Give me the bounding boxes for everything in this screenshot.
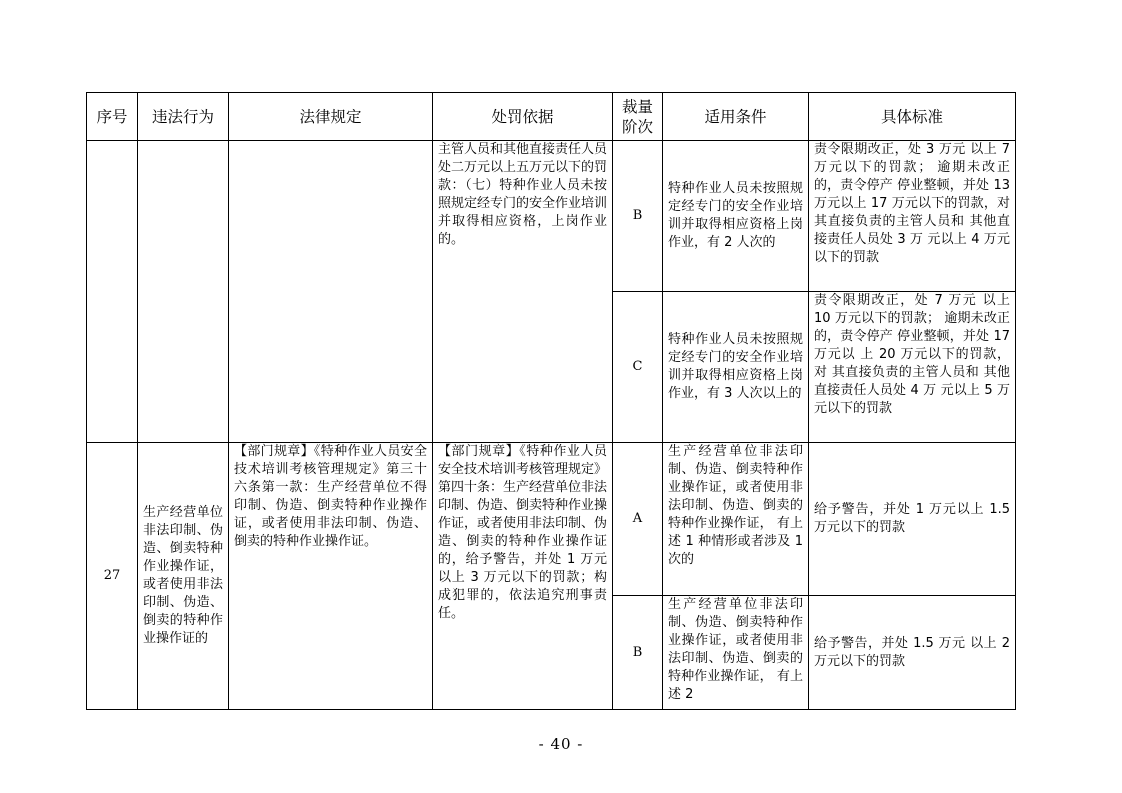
penalty-standards-table	[86, 92, 1016, 710]
level-cell: B	[613, 141, 663, 292]
cont-basis-text: 主管人员和其他直接责任人员处二万元以上五万元以下的罚款：（七）特种作业人员未按照规定经专门的安全作业培训并取得相应资格，上岗作业的。	[438, 142, 608, 247]
item-basis-text: 【部门规章】《特种作业人员安全技术培训考核管理规定》第四十条：生产经营单位非法印制、伪造、倒卖特种作业操作证，或者使用非法印制、伪造、倒卖的特种作业操作证的，给予警告，并处 1 万元以上 3 万元以下的罚款；构成犯罪的，依法追究刑事责任。	[438, 444, 608, 621]
condition-cell	[663, 292, 809, 443]
cont-behavior-cell	[138, 141, 229, 443]
item-law-cell	[229, 443, 433, 710]
standard-text: 给予警告，并处 1.5 万元 以上 2 万元以下的罚款	[814, 635, 1010, 669]
condition-cell	[663, 596, 809, 710]
standard-text: 责令限期改正，处 7 万元 以上 10 万元以下的罚款； 逾期未改正的，责令停产 停业整顿，并处 17 万元以 上 20 万元以下的罚款，对 其直接负责的主管人员和 其他直接责任人员处 4 万 元以上 5 万元以下的罚款	[814, 293, 1010, 416]
level-cell: A	[613, 443, 663, 596]
condition-text: 特种作业人员未按照规定经专门的安全作业培训并取得相应资格上岗作业，有 2 人次的	[668, 181, 803, 250]
standard-cell	[809, 596, 1016, 710]
level-cell: B	[613, 596, 663, 710]
header-seq: 序号	[87, 93, 138, 141]
header-behavior: 违法行为	[138, 93, 229, 141]
condition-cell	[663, 141, 809, 292]
cont-seq-cell	[87, 141, 138, 443]
table-row	[87, 443, 1016, 596]
cont-law-cell	[229, 141, 433, 443]
level-cell: C	[613, 292, 663, 443]
item-law-text: 【部门规章】《特种作业人员安全技术培训考核管理规定》第三十六条第一款：生产经营单位不得印制、伪造、倒卖特种作业操作证，或者使用非法印制、伪造、倒卖的特种作业操作证。	[234, 444, 427, 549]
header-basis: 处罚依据	[433, 93, 613, 141]
condition-cell	[663, 443, 809, 596]
item-seq-cell: 27	[87, 443, 138, 710]
condition-text: 特种作业人员未按照规定经专门的安全作业培训并取得相应资格上岗作业，有 3 人次以上的	[668, 332, 803, 401]
item-basis-cell	[433, 443, 613, 710]
header-condition: 适用条件	[663, 93, 809, 141]
condition-text: 生产经营单位非法印制、伪造、倒卖特种作业操作证，或者使用非法印制、伪造、倒卖的特种作业操作证， 有上述 1 种情形或者涉及 1 次的	[668, 444, 803, 567]
header-row	[87, 93, 1016, 141]
standard-cell	[809, 292, 1016, 443]
header-level: 裁量 阶次	[613, 93, 663, 141]
item-behavior-cell	[138, 443, 229, 710]
cont-basis-cell	[433, 141, 613, 443]
standard-cell	[809, 443, 1016, 596]
standard-cell	[809, 141, 1016, 292]
table-row	[87, 141, 1016, 292]
standard-text: 给予警告，并处 1 万元以上 1.5 万元以下的罚款	[814, 502, 1010, 535]
standard-text: 责令限期改正，处 3 万元 以上 7 万元以下的罚款； 逾期未改正的，责令停产 停业整顿，并处 13 万元以上 17 万元以下的罚款，对 其直接负责的主管人员和 其他直接责任人员处 3 万 元以上 4 万元以下的罚款	[814, 142, 1010, 265]
page-number: - 40 -	[538, 735, 584, 753]
item-behavior-text: 生产经营单位非法印制、伪造、倒卖特种作业操作证，或者使用非法印制、伪造、倒卖的特种作业操作证的	[143, 505, 223, 646]
header-standard: 具体标准	[809, 93, 1016, 141]
header-law: 法律规定	[229, 93, 433, 141]
condition-text: 生产经营单位非法印制、伪造、倒卖特种作业操作证，或者使用非法印制、伪造、倒卖的特种作业操作证， 有上述 2	[668, 597, 803, 702]
